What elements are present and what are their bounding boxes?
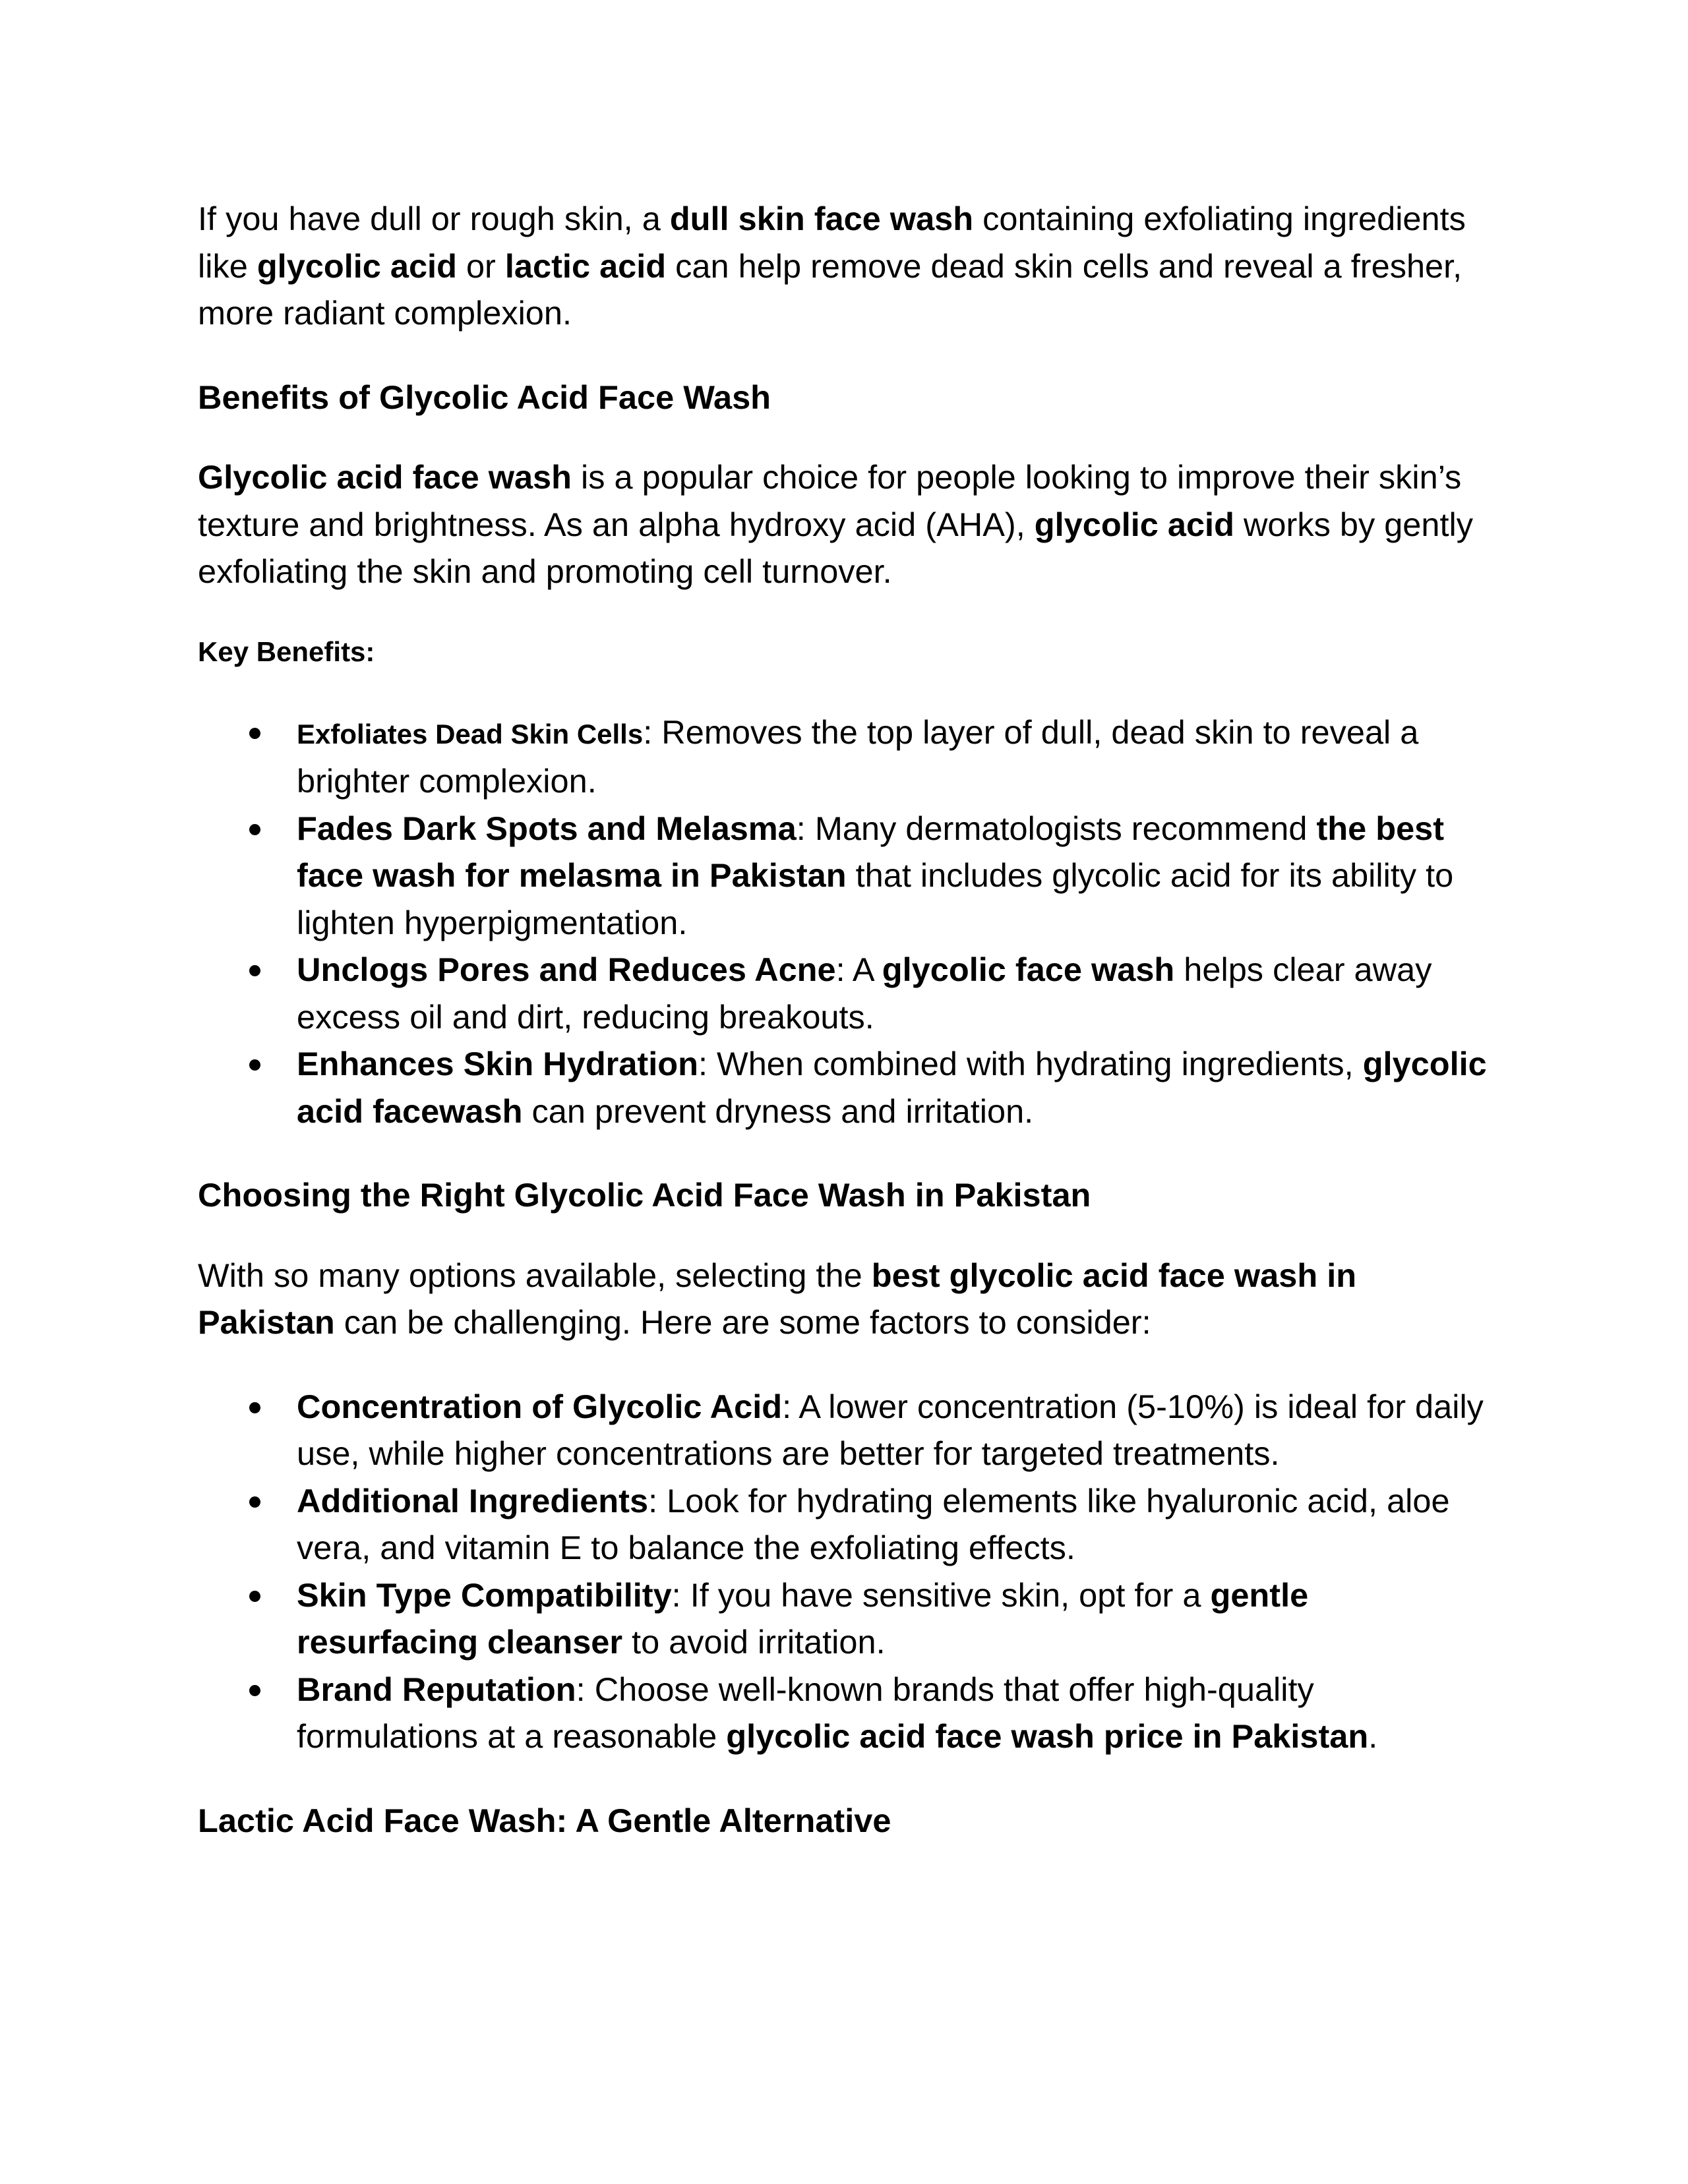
bullet-icon bbox=[249, 1496, 260, 1508]
list-item: Additional Ingredients: Look for hydrating elements like hyaluronic acid, aloe vera, and vitamin E to balance the exfoliating effects. bbox=[198, 1477, 1490, 1572]
intro-bold-dull-skin: dull skin face wash bbox=[669, 200, 974, 237]
bullet-icon bbox=[249, 1059, 260, 1071]
factors-list bbox=[198, 1383, 1490, 1760]
bullet-icon bbox=[249, 1402, 260, 1413]
list-item: Skin Type Compatibility: If you have sensitive skin, opt for a gentle resurfacing cleanser to avoid irritation. bbox=[198, 1572, 1490, 1666]
section-heading-choosing: Choosing the Right Glycolic Acid Face Wash in Pakistan bbox=[198, 1176, 1091, 1214]
key-benefits-list bbox=[198, 709, 1490, 1135]
list-item: Enhances Skin Hydration: When combined with hydrating ingredients, glycolic acid facewash can prevent dryness and irritation. bbox=[198, 1040, 1490, 1135]
bullet-icon bbox=[249, 728, 260, 739]
document-page bbox=[198, 195, 1490, 1877]
intro-bold-lactic: lactic acid bbox=[504, 247, 667, 285]
list-item: Concentration of Glycolic Acid: A lower concentration (5-10%) is ideal for daily use, while higher concentrations are better for targeted treatments. bbox=[198, 1383, 1490, 1477]
list-item: Fades Dark Spots and Melasma: Many dermatologists recommend the best face wash for melasma in Pakistan that includes glycolic acid for its ability to lighten hyperpigmentation. bbox=[198, 805, 1490, 947]
bullet-icon bbox=[249, 1591, 260, 1602]
choosing-paragraph: With so many options available, selecting the best glycolic acid face wash in Pakistan can be challenging. Here are some factors to consider: bbox=[198, 1256, 1357, 1341]
list-item: Unclogs Pores and Reduces Acne: A glycolic face wash helps clear away excess oil and dirt, reducing breakouts. bbox=[198, 946, 1490, 1040]
intro-paragraph: If you have dull or rough skin, a dull skin face wash containing exfoliating ingredients like glycolic acid or lactic acid can help remove dead skin cells and reveal a fresher, more radiant complexion. bbox=[198, 200, 1466, 332]
benefits-paragraph: Glycolic acid face wash is a popular choice for people looking to improve their skin’s texture and brightness. As an alpha hydroxy acid (AHA), glycolic acid works by gently exfoliating the skin and promoting cell turnover. bbox=[198, 458, 1473, 590]
section-heading-benefits: Benefits of Glycolic Acid Face Wash bbox=[198, 378, 771, 416]
key-benefits-subheading: Key Benefits: bbox=[198, 635, 375, 667]
intro-bold-glycolic: glycolic acid bbox=[256, 247, 457, 285]
bullet-icon bbox=[249, 824, 260, 835]
section-heading-lactic: Lactic Acid Face Wash: A Gentle Alternative bbox=[198, 1801, 891, 1839]
list-item: Brand Reputation: Choose well-known brands that offer high-quality formulations at a reasonable glycolic acid face wash price in Pakistan. bbox=[198, 1666, 1490, 1760]
bullet-icon bbox=[249, 965, 260, 976]
bullet-icon bbox=[249, 1685, 260, 1696]
list-item: Exfoliates Dead Skin Cells: Removes the top layer of dull, dead skin to reveal a brighter complexion. bbox=[198, 709, 1490, 805]
